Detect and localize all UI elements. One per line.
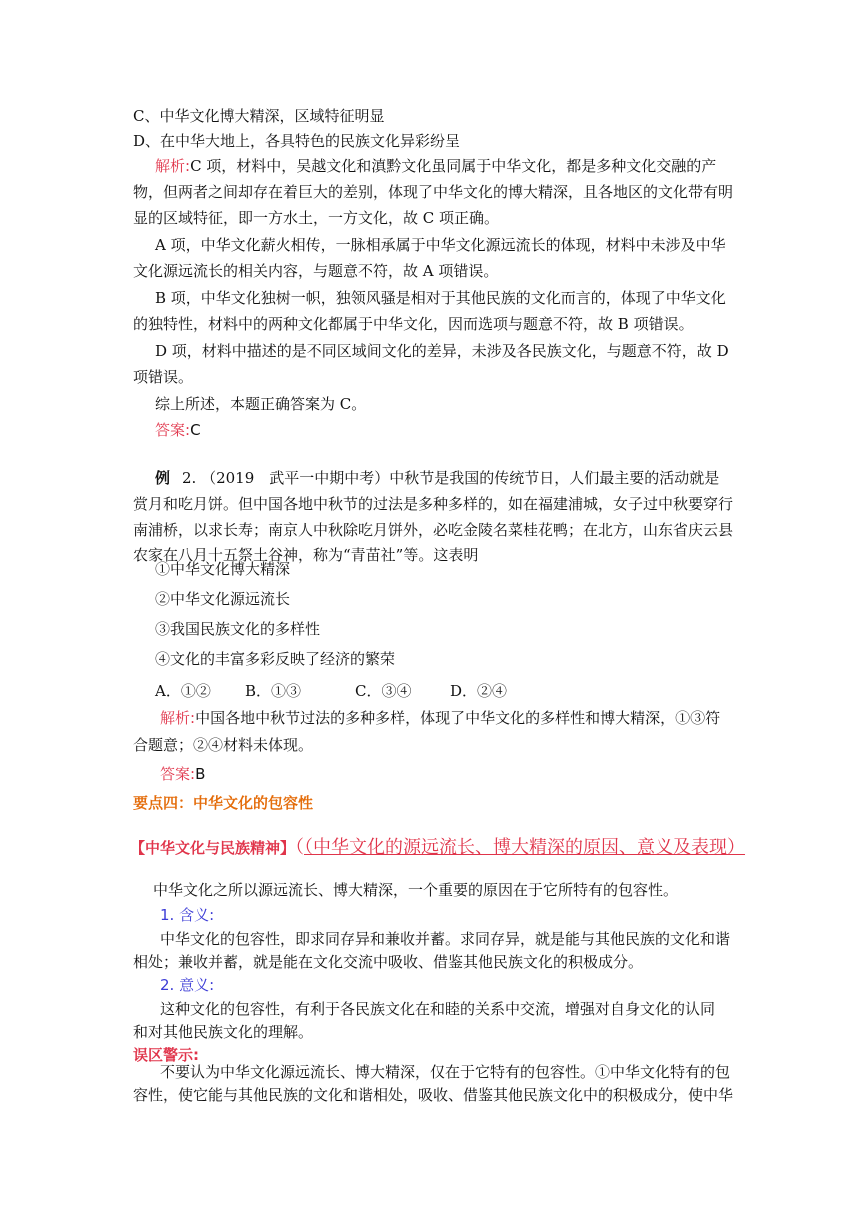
significance-line1: 这种文化的包容性，有利于各民族文化在和睦的关系中交流，增强对自身文化的认同 — [160, 1000, 716, 1018]
analysis1-d-line2: 项错误。 — [133, 368, 194, 386]
section-subtitle: （中华文化的源远流长、博大精深的原因、意义及表现） — [304, 837, 746, 858]
example2-item-3: ③我国民族文化的多样性 — [155, 620, 321, 638]
meaning-line2: 相处；兼收并蓄，就是能在文化交流中吸收、借鉴其他民族文化的积极成分。 — [133, 953, 644, 971]
meaning-line1: 中华文化的包容性，即求同存异和兼收并蓄。求同存异，就是能与其他民族的文化和谐 — [160, 930, 731, 948]
warning-label: 误区警示: — [133, 1046, 199, 1064]
section-bracket-title: 【中华文化与民族精神】 — [130, 839, 296, 857]
example2-line4: 农家在八月十五祭土谷神，称为“青苗社”等。这表明 — [133, 546, 479, 564]
analysis2-line2: 合题意；②④材料未体现。 — [133, 736, 314, 754]
analysis1-d-line1: D 项，材料中描述的是不同区域间文化的差异，未涉及各民族文化，与题意不符，故 D — [155, 342, 729, 360]
answer-label: 答案: — [155, 421, 191, 439]
analysis2-label: 解析: — [160, 709, 196, 727]
analysis1-line2: 物，但两者之间却存在着巨大的差别，体现了中华文化的博大精深，且各地区的文化带有明 — [133, 183, 734, 201]
section-heading: 【中华文化与民族精神】（（中华文化的源远流长、博大精深的原因、意义及表现） — [130, 837, 746, 858]
example2-item-1: ①中华文化博大精深 — [155, 560, 291, 578]
analysis1-line1: 解析:C 项，材料中，吴越文化和滇黔文化虽同属于中华文化，都是多种文化交融的产 — [155, 157, 717, 175]
example2-line3: 南浦桥，以求长寿；南京人中秋除吃月饼外，必吃金陵名菜桂花鸭；在北方，山东省庆云县 — [133, 521, 734, 539]
option-c: C、中华文化博大精深，区域特征明显 — [133, 107, 385, 125]
warning-line1: 不要认为中华文化源远流长、博大精深，仅在于它特有的包容性。①中华文化特有的包 — [160, 1063, 731, 1081]
analysis2-line1: 解析:中国各地中秋节过法的多种多样，体现了中华文化的多样性和博大精深，①③符 — [160, 709, 721, 727]
option-d: D、在中华大地上，各具特色的民族文化异彩纷呈 — [133, 132, 461, 150]
point4-title: 要点四：中华文化的包容性 — [133, 794, 314, 812]
warning-line2: 容性，使它能与其他民族的文化和谐相处，吸收、借鉴其他民族文化中的积极成分，使中华 — [133, 1086, 734, 1104]
section-intro: 中华文化之所以源远流长、博大精深，一个重要的原因在于它所特有的包容性。 — [153, 881, 679, 899]
example-label: 例 — [155, 469, 171, 487]
analysis1-summary: 综上所述，本题正确答案为 C。 — [155, 395, 367, 413]
option-a: A．①② — [155, 682, 211, 700]
example2-line2: 赏月和吃月饼。但中国各地中秋节的过法是多种多样的，如在福建浦城，女子过中秋要穿行 — [133, 495, 734, 513]
option-d2: D．②④ — [450, 682, 508, 700]
answer2-label: 答案: — [160, 765, 196, 783]
analysis1-a-line2: 文化源远流长的相关内容，与题意不符，故 A 项错误。 — [133, 262, 499, 280]
meaning-heading: 1. 含义: — [160, 906, 215, 924]
analysis1-line3: 显的区域特征，即一方水土，一方文化，故 C 项正确。 — [133, 209, 500, 227]
example2-item-2: ②中华文化源远流长 — [155, 590, 291, 608]
analysis1-b-line1: B 项，中华文化独树一帜，独领风骚是相对于其他民族的文化而言的，体现了中华文化 — [155, 289, 726, 307]
option-b: B．①③ — [245, 682, 302, 700]
example2-options — [155, 679, 755, 703]
significance-line2: 和对其他民族文化的理解。 — [133, 1023, 314, 1041]
analysis1-a-line1: A 项，中华文化薪火相传，一脉相承属于中华文化源远流长的体现，材料中未涉及中华 — [155, 236, 726, 254]
answer1: 答案:C — [155, 421, 201, 439]
example2-line1: 例 2. （2019 武平一中期中考）中秋节是我国的传统节日，人们最主要的活动就是 — [155, 469, 720, 487]
option-c2: C．③④ — [355, 682, 412, 700]
answer2: 答案:B — [160, 765, 206, 783]
significance-heading: 2. 意义: — [160, 976, 215, 994]
analysis1-b-line2: 的独特性，材料中的两种文化都属于中华文化，因而选项与题意不符，故 B 项错误。 — [133, 315, 694, 333]
example2-item-4: ④文化的丰富多彩反映了经济的繁荣 — [155, 650, 396, 668]
analysis-label: 解析: — [155, 157, 191, 175]
